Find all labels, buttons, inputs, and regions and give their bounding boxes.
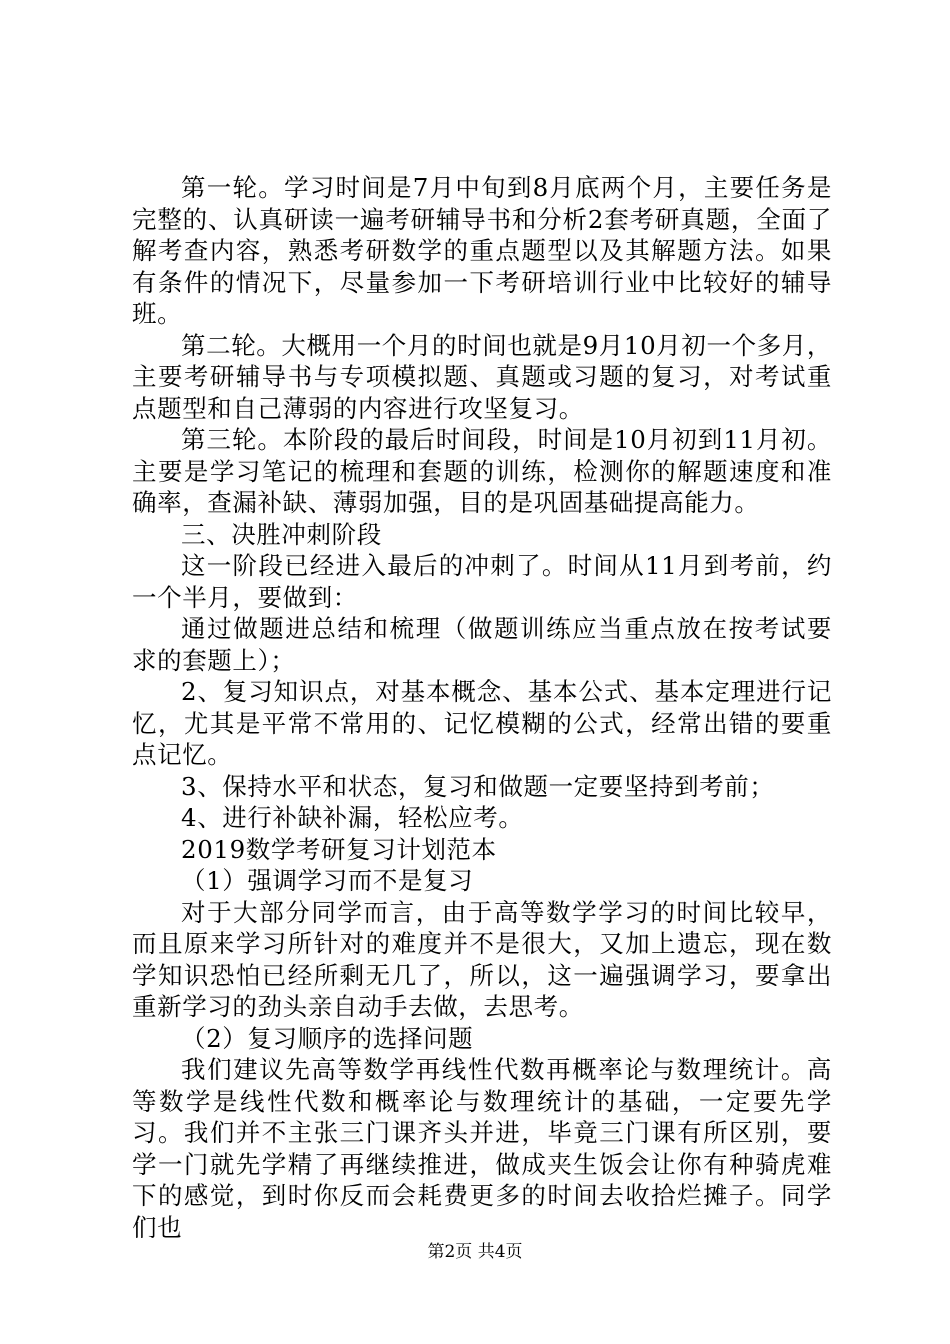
paragraph-round-2: 第二轮。大概用一个月的时间也就是9月10月初一个多月，主要考研辅导书与专项模拟题、真题或习题的复习，对考试重点题型和自己薄弱的内容进行攻坚复习。	[132, 330, 832, 423]
paragraph-learning-emphasis: 对于大部分同学而言，由于高等数学学习的时间比较早，而且原来学习所针对的难度并不是很大，又加上遗忘，现在数学知识恐怕已经所剩无几了，所以，这一遍强调学习，要拿出重新学习的劲头亲自动手去做，去思考。	[132, 897, 832, 1021]
paragraph-sprint-intro: 这一阶段已经进入最后的冲刺了。时间从11月到考前，约一个半月，要做到：	[132, 551, 832, 612]
list-item-4: 4、进行补缺补漏，轻松应考。	[181, 803, 524, 832]
document-body	[132, 172, 832, 1243]
subheading-learning-not-review: （1）强调学习而不是复习	[181, 866, 474, 895]
list-item-2: 2、复习知识点，对基本概念、基本公式、基本定理进行记忆，尤其是平常不常用的、记忆模糊的公式，经常出错的要重点记忆。	[132, 677, 832, 769]
paragraph-round-3: 第三轮。本阶段的最后时间段，时间是10月初到11月初。主要是学习笔记的梳理和套题的训练，检测你的解题速度和准确率，查漏补缺、薄弱加强，目的是巩固基础提高能力。	[132, 425, 832, 517]
subheading-review-order: （2）复习顺序的选择问题	[181, 1023, 474, 1053]
paragraph-round-1: 第一轮。学习时间是7月中旬到8月底两个月，主要任务是完整的、认真研读一遍考研辅导书和分析2套考研真题，全面了解考查内容，熟悉考研数学的重点题型以及其解题方法。如果有条件的情况下，尽量参加一下考研培训行业中比较好的辅导班。	[132, 173, 832, 328]
page-number-footer: 第2页 共4页	[427, 1242, 523, 1262]
section-heading-sprint-stage: 三、决胜冲刺阶段	[181, 519, 382, 549]
list-item-1: 通过做题进总结和梳理（做题训练应当重点放在按考试要求的套题上）；	[132, 614, 832, 675]
section-heading-plan-template: 2019数学考研复习计划范本	[181, 834, 497, 864]
list-item-3: 3、保持水平和状态，复习和做题一定要坚持到考前；	[181, 771, 775, 801]
paragraph-review-order: 我们建议先高等数学再线性代数再概率论与数理统计。高等数学是线性代数和概率论与数理统计的基础，一定要先学习。我们并不主张三门课齐头并进，毕竟三门课有所区别，要学一门就先学精了再继续推进，做成夹生饭会让你有种骑虎难下的感觉，到时你反而会耗费更多的时间去收拾烂摊子。同学们也	[132, 1055, 832, 1242]
